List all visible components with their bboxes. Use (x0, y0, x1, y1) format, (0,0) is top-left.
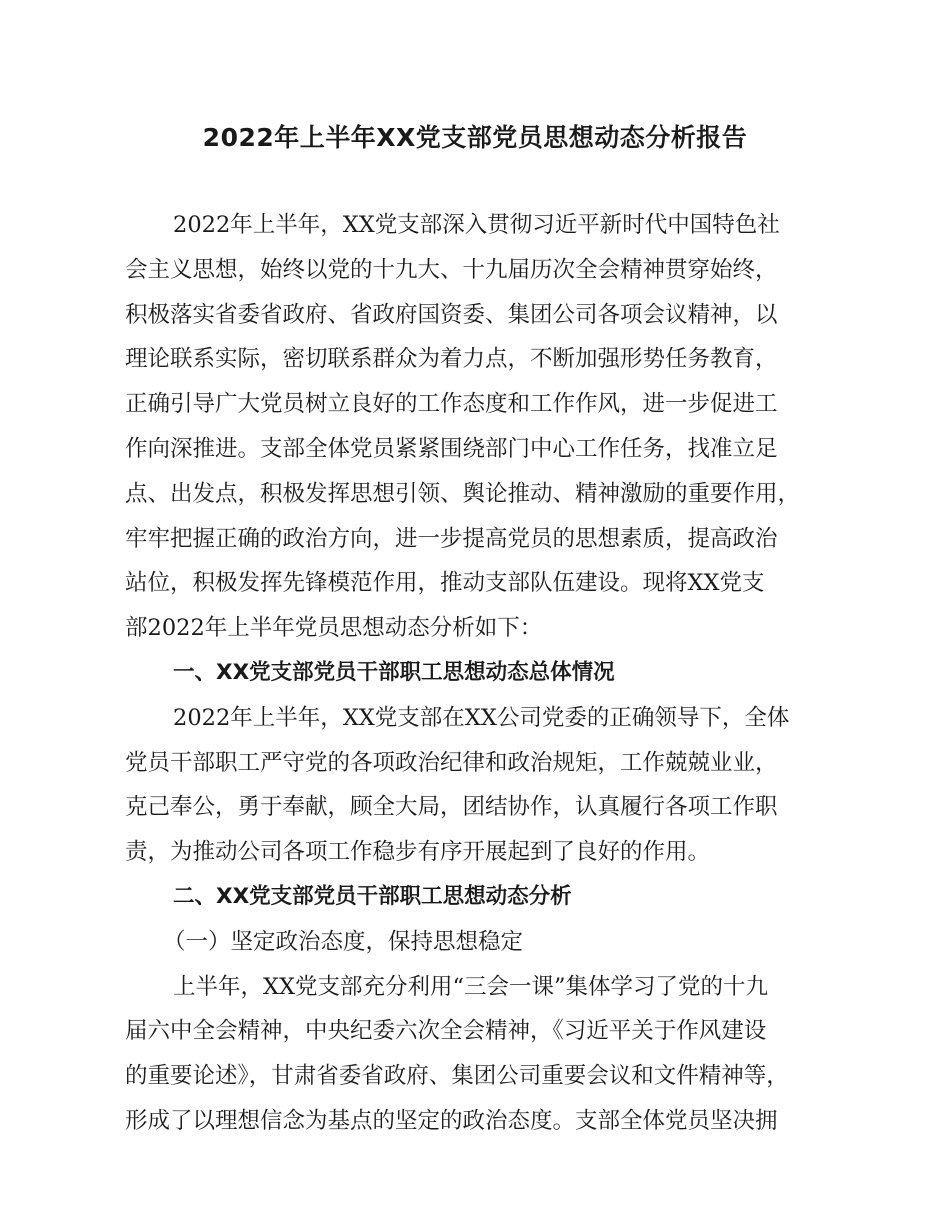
subsection-heading: （一）坚定政治态度，保持思想稳定 (163, 928, 524, 955)
paragraph-line: 站位，积极发挥先锋模范作用，推动支部队伍建设。现将XX党支 (125, 570, 765, 597)
document-body (125, 203, 855, 1144)
document-title: 2022年上半年XX党支部党员思想动态分析报告 (202, 123, 748, 152)
paragraph-line: 积极落实省委省政府、省政府国资委、集团公司各项会议精神，以 (125, 301, 778, 328)
section-heading: 二、XX党支部党员干部职工思想动态分析 (173, 883, 572, 909)
paragraph-line: 理论联系实际，密切联系群众为着力点，不断加强形势任务教育， (125, 346, 778, 373)
paragraph-line: 点、出发点，积极发挥思想引领、舆论推动、精神激励的重要作用， (125, 480, 801, 507)
paragraph-line: 作向深推进。支部全体党员紧紧围绕部门中心工作任务，找准立足 (125, 435, 778, 462)
paragraph-line: 形成了以理想信念为基点的坚定的政治态度。支部全体党员坚决拥 (125, 1107, 778, 1134)
paragraph-line: 的重要论述》，甘肃省委省政府、集团公司重要会议和文件精神等， (125, 1063, 789, 1090)
section-heading: 一、XX党支部党员干部职工思想动态总体情况 (173, 659, 615, 685)
paragraph-line: 牢牢把握正确的政治方向，进一步提高党员的思想素质，提高政治 (125, 525, 778, 552)
paragraph-line: 责，为推动公司各项工作稳步有序开展起到了良好的作用。 (125, 839, 711, 866)
paragraph-line: 届六中全会精神，中央纪委六次全会精神，《习近平关于作风建设 (125, 1018, 767, 1045)
paragraph-line: 上半年，XX党支部充分利用“三会一课”集体学习了党的十九 (173, 973, 769, 1000)
paragraph-line: 党员干部职工严守党的各项政治纪律和政治规矩，工作兢兢业业， (125, 749, 778, 776)
paragraph-line: 克己奉公，勇于奉献，顾全大局，团结协作，认真履行各项工作职 (125, 794, 778, 821)
paragraph-line: 2022年上半年，XX党支部在XX公司党委的正确领导下，全体 (173, 704, 790, 731)
paragraph-line: 部2022年上半年党员思想动态分析如下： (125, 615, 543, 642)
paragraph-line: 会主义思想，始终以党的十九大、十九届历次全会精神贯穿始终， (125, 256, 778, 283)
paragraph-line: 正确引导广大党员树立良好的工作态度和工作作风，进一步促进工 (125, 391, 778, 418)
paragraph-line: 2022年上半年，XX党支部深入贯彻习近平新时代中国特色社 (173, 212, 780, 238)
